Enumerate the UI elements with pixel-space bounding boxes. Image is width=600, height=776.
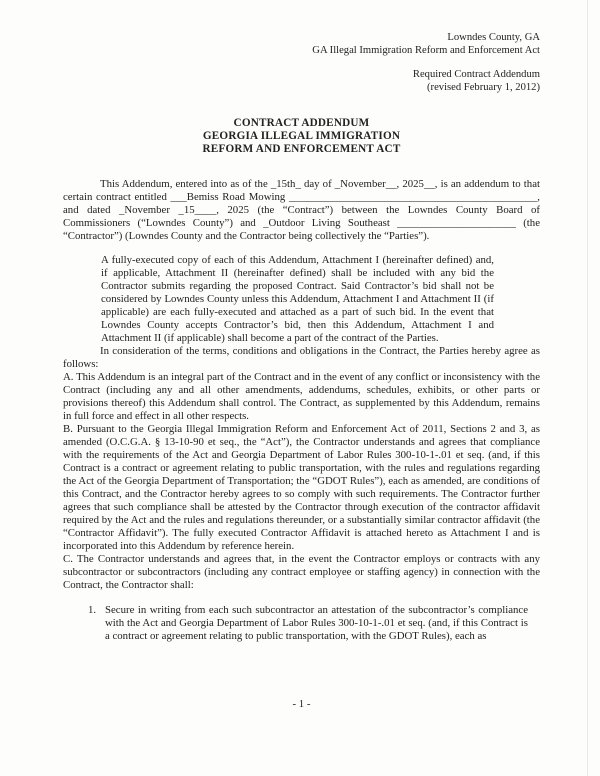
section-a-paragraph: A. This Addendum is an integral part of the Contract and in the event of any conflict or inconsistency with the Contract (including any and all other amendments, addendums, schedules, exhibits, or other parts or provisions thereof) this Addendum shall control. The Contract, as supplemented by this Addendum, remains in full force and effect in all other respects. — [63, 371, 540, 422]
consideration-paragraph: In consideration of the terms, conditions and obligations in the Contract, the Parties hereby agree as follows: — [63, 345, 540, 370]
header-org-line: Lowndes County, GA — [447, 32, 540, 43]
section-b-paragraph: B. Pursuant to the Georgia Illegal Immigration Reform and Enforcement Act of 2011, Sections 2 and 3, as amended (O.C.G.A. § 13-10-90 et seq., the “Act”), the Contractor understands and agrees that compliance with the requirements of the Act and Georgia Department of Labor Rules 300-10-1-.01 et seq. (and, if this Contract is a contract or agreement relating to public transportation, with the rules and regulations regarding the Act of the Georgia Department of Transportation; the “GDOT Rules”), each as amended, are conditions of this Contract, and the Contractor hereby agrees to so comply with such requirements. The Contractor further agrees that such compliance shall be attested by the Contractor through execution of the contractor affidavit required by the Act and the rules and regulations thereunder, or a substantially similar contractor affidavit (the “Contractor Affidavit”). The fully executed Contractor Affidavit is attached hereto as Attachment I and is incorporated into this Addendum by reference herein. — [63, 423, 540, 552]
header-revision-line: (revised February 1, 2012) — [427, 82, 540, 93]
document-title — [63, 117, 540, 156]
list-item-1-number: 1. — [88, 604, 97, 616]
title-line-3: REFORM AND ENFORCEMENT ACT — [202, 143, 401, 155]
section-c-paragraph: C. The Contractor understands and agrees that, in the event the Contractor employs or contracts with any subcontractor or subcontractors (including any contract employee or staffing agency) in connection with the Contract, the Contractor shall: — [63, 553, 540, 591]
header-act-line: GA Illegal Immigration Reform and Enforcement Act — [312, 45, 540, 56]
page-number: - 1 - — [292, 698, 311, 710]
header-addendum-line: Required Contract Addendum — [412, 69, 540, 80]
intro-paragraph: This Addendum, entered into as of the _15th_ day of _November__, 2025__, is an addendum to that certain contract entitled ___Bemiss Road Mowing ______________________________________________, and dated _November _15____, 2025 (the “Contract”) between the Lowndes County Board of Commissioners (“Lowndes County”) and _Outdoor Living Southeast ______________________ (the “Contractor”) (Lowndes County and the Contractor being collectively the “Parties”). — [63, 178, 540, 242]
list-item-1-text: Secure in writing from each such subcontractor an attestation of the subcontractor’s compliance with the Act and Georgia Department of Labor Rules 300-10-1-.01 et seq. (and, if this Contract is a contract or agreement relating to public transportation, with the GDOT Rules), each as — [105, 604, 528, 642]
title-line-2: GEORGIA ILLEGAL IMMIGRATION — [202, 130, 401, 142]
scan-edge-line — [587, 0, 588, 776]
bid-requirement-blockquote: A fully-executed copy of each of this Addendum, Attachment I (hereinafter defined) and, if applicable, Attachment II (hereinafter defined) shall be included with any bid the Contractor submits regarding the proposed Contract. Said Contractor’s bid shall not be considered by Lowndes County unless this Addendum, Attachment I and Attachment II (if applicable) are each fully-executed and attached as a part of such bid. In the event that Lowndes County accepts Contractor’s bid, then this Addendum, Attachment I and Attachment II (if applicable) shall become a part of the contract of the Parties. — [101, 254, 494, 344]
title-line-1: CONTRACT ADDENDUM — [233, 117, 370, 129]
document-body — [63, 178, 540, 643]
document-header — [63, 31, 540, 94]
list-item-1 — [63, 604, 540, 643]
